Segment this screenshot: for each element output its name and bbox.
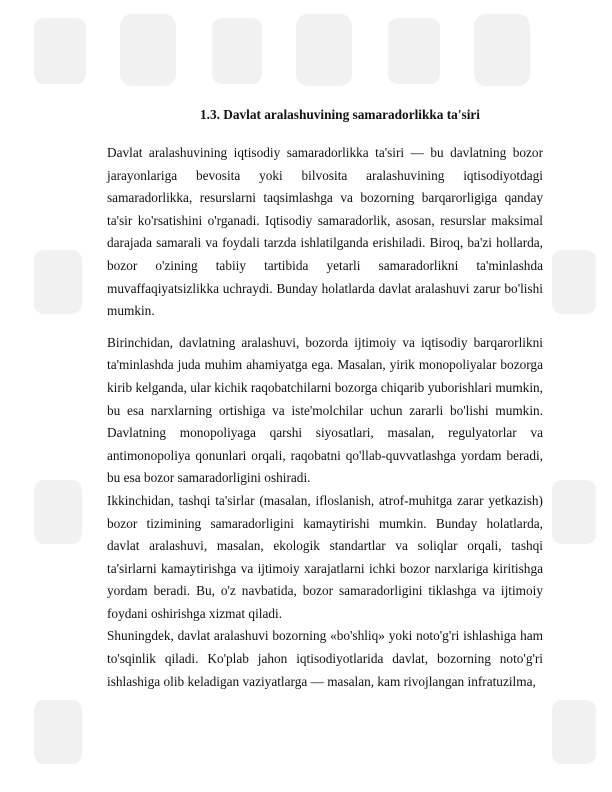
section-heading: 1.3. Davlat aralashuvining samaradorlikka ta'siri xyxy=(199,107,480,122)
paragraph-second-point: Ikkinchidan, tashqi ta'sirlar (masalan, ifloslanish, atrof-muhitga zarar yetkazish) bozor tizimining samaradorligini kamaytirishi mumkin. Bunday holatlarda, davlat aralashuvi, masalan, ekologik standartlar va soliqlar orqali, tashqi ta'sirlarni kamaytirishga va ijtimoiy xarajatlarni ichki bozor narxlariga kiritishga yordam beradi. Bu, o'z navbatida, bozor samaradorligini tiklashga va ijtimoiy foydani oshirishga xizmat qiladi. xyxy=(107,492,543,621)
document-body xyxy=(107,104,543,693)
paragraph-third-point: Shuningdek, davlat aralashuvi bozorning «bo'shliq» yoki noto'g'ri ishlashiga ham to'sqinlik qiladi. Ko'plab jahon iqtisodiyotlarida davlat, bozorning noto'g'ri ishlashiga olib keladigan vaziyatlarga — masalan, kam rivojlangan infratuzilma, xyxy=(107,628,543,689)
paragraph-first-point: Birinchidan, davlatning aralashuvi, bozorda ijtimoiy va iqtisodiy barqarorlikni ta'minlashda juda muhim ahamiyatga ega. Masalan, yirik monopoliyalar bozorga kirib kelganda, ular kichik raqobatchilarni bozorga chiqarib yuborishlari mumkin, bu esa narxlarning ortishiga va iste'molchilar uchun zararli bo'lishi mumkin. Davlatning monopoliyaga qarshi siyosatlari, masalan, regulyatorlar va antimonopoliya qonunlari orqali, raqobatni qo'llab-quvvatlashga yordam beradi, bu esa bozor samaradorligini oshiradi. xyxy=(107,334,543,486)
paragraph-intro: Davlat aralashuvining iqtisodiy samaradorlikka ta'siri — bu davlatning bozor jarayonlariga bevosita yoki bilvosita aralashuvining iqtisodiyotdagi samaradorlikka, resurslarni taqsimlashga va bozorning barqarorligiga qanday ta'sir ko'rsatishini o'rganadi. Iqtisodiy samaradorlik, asosan, resurslar maksimal darajada samarali va foydali tarzda ishlatilganda erishiladi. Biroq, ba'zi hollarda, bozor o'zining tabiiy tartibida yetarli samaradorlikni ta'minlashda muvaffaqiyatsizlikka uchraydi. Bunday holatlarda davlat aralashuvi zarur bo'lishi mumkin. xyxy=(107,145,543,319)
